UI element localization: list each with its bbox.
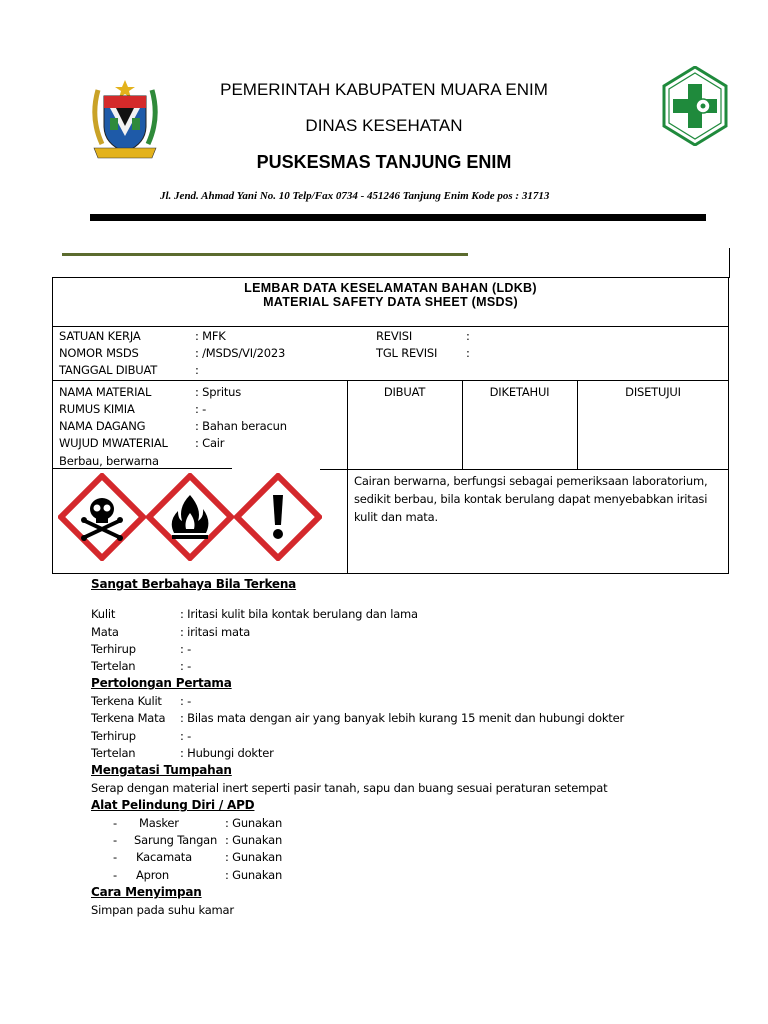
ppe-value-masker: : Gunakan [225, 816, 283, 830]
tgl-revisi-value: : [466, 346, 470, 360]
firstaid-value-terhirup: : - [180, 729, 192, 743]
hazard-value-mata: : iritasi mata [180, 625, 251, 639]
firstaid-label-terhirup: Terhirup [91, 729, 136, 743]
material-value-dagang: : Bahan beracun [195, 419, 287, 433]
revisi-label: REVISI [376, 329, 413, 343]
firstaid-label-tertelan: Tertelan [91, 746, 136, 760]
info-value-tanggal-dibuat: : [195, 363, 199, 377]
info-label-tanggal-dibuat: TANGGAL DIBUAT [59, 363, 158, 377]
material-extra-property: Berbau, berwarna [59, 454, 159, 468]
form-title-ldkb: LEMBAR DATA KESELAMATAN BAHAN (LDKB) [244, 281, 537, 295]
exclamation-icon [234, 473, 322, 561]
ppe-dash: - [113, 833, 117, 847]
material-value-nama: : Spritus [195, 385, 242, 399]
material-label-dagang: NAMA DAGANG [59, 419, 146, 433]
ppe-label-apron: Apron [136, 868, 169, 882]
material-value-rumus: : - [195, 402, 207, 416]
tgl-revisi-label: TGL REVISI [376, 346, 438, 360]
section-storage-title: Cara Menyimpan [91, 885, 202, 899]
section-first-aid-title: Pertolongan Pertama [91, 676, 232, 690]
hazard-value-kulit: : Iritasi kulit bila kontak berulang dan lama [180, 607, 418, 621]
skull-crossbones-icon [58, 473, 146, 561]
section-ppe-title: Alat Pelindung Diri / APD [91, 798, 255, 812]
ppe-dash: - [113, 816, 117, 830]
firstaid-label-mata: Terkena Mata [91, 711, 166, 725]
firstaid-label-kulit: Terkena Kulit [91, 694, 162, 708]
ppe-value-kacamata: : Gunakan [225, 850, 283, 864]
firstaid-value-mata: : Bilas mata dengan air yang banyak lebih kurang 15 menit dan hubungi dokter [180, 711, 624, 725]
header-puskesmas: PUSKESMAS TANJUNG ENIM [256, 152, 512, 172]
material-label-nama: NAMA MATERIAL [59, 385, 152, 399]
header-government: PEMERINTAH KABUPATEN MUARA ENIM [220, 80, 548, 99]
ppe-dash: - [113, 850, 117, 864]
signoff-left-border [347, 380, 348, 574]
material-label-wujud: WUJUD MWATERIAL [59, 436, 168, 450]
signoff-diketahui: DIKETAHUI [489, 385, 550, 399]
info-value-satuan-kerja: : MFK [195, 329, 226, 343]
info-divider [52, 380, 729, 381]
storage-text: Simpan pada suhu kamar [91, 903, 234, 917]
material-label-rumus: RUMUS KIMIA [59, 402, 135, 416]
hazard-value-tertelan: : - [180, 659, 192, 673]
firstaid-value-tertelan: : Hubungi dokter [180, 746, 274, 760]
frame-top-stub [729, 248, 730, 278]
ppe-label-kacamata: Kacamata [136, 850, 192, 864]
form-title-msds: MATERIAL SAFETY DATA SHEET (MSDS) [263, 295, 518, 309]
signoff-dibuat: DIBUAT [383, 385, 426, 399]
info-label-nomor-msds: NOMOR MSDS [59, 346, 139, 360]
ppe-label-sarung-tangan: Sarung Tangan [134, 833, 218, 847]
puskesmas-logo [662, 66, 728, 146]
hazard-description: Cairan berwarna, berfungsi sebagai pemeriksaan laboratorium, sedikit berbau, bila kontak berulang dapat menyebabkan iritasi kulit dan mata. [354, 474, 708, 524]
ppe-label-masker: Masker [139, 816, 179, 830]
ppe-value-sarung-tangan: : Gunakan [225, 833, 283, 847]
hazard-label-mata: Mata [91, 625, 119, 639]
ppe-dash: - [113, 868, 117, 882]
header-address: Jl. Jend. Ahmad Yani No. 10 Telp/Fax 0734 - 451246 Tanjung Enim Kode pos : 31713 [160, 190, 550, 202]
info-label-satuan-kerja: SATUAN KERJA [59, 329, 141, 343]
firstaid-value-kulit: : - [180, 694, 192, 708]
material-value-wujud: : Cair [195, 436, 225, 450]
spill-text: Serap dengan material inert seperti pasir tanah, sapu dan buang sesuai peraturan setempat [91, 781, 608, 795]
signoff-disetujui: DISETUJUI [625, 385, 681, 399]
info-value-nomor-msds: : /MSDS/VI/2023 [195, 346, 286, 360]
hazard-label-kulit: Kulit [91, 607, 116, 621]
ppe-value-apron: : Gunakan [225, 868, 283, 882]
flame-icon [146, 473, 234, 561]
section-hazard-title: Sangat Berbahaya Bila Terkena [91, 577, 297, 591]
hazard-label-tertelan: Tertelan [91, 659, 136, 673]
hazard-value-terhirup: : - [180, 642, 192, 656]
material-divider-right [320, 469, 729, 470]
header-divider [90, 214, 706, 221]
olive-divider [62, 253, 468, 256]
material-divider-left [52, 468, 232, 469]
header-department: DINAS KESEHATAN [305, 116, 463, 135]
revisi-value: : [466, 329, 470, 343]
title-divider [52, 326, 729, 327]
hazard-label-terhirup: Terhirup [91, 642, 136, 656]
section-spill-title: Mengatasi Tumpahan [91, 763, 232, 777]
